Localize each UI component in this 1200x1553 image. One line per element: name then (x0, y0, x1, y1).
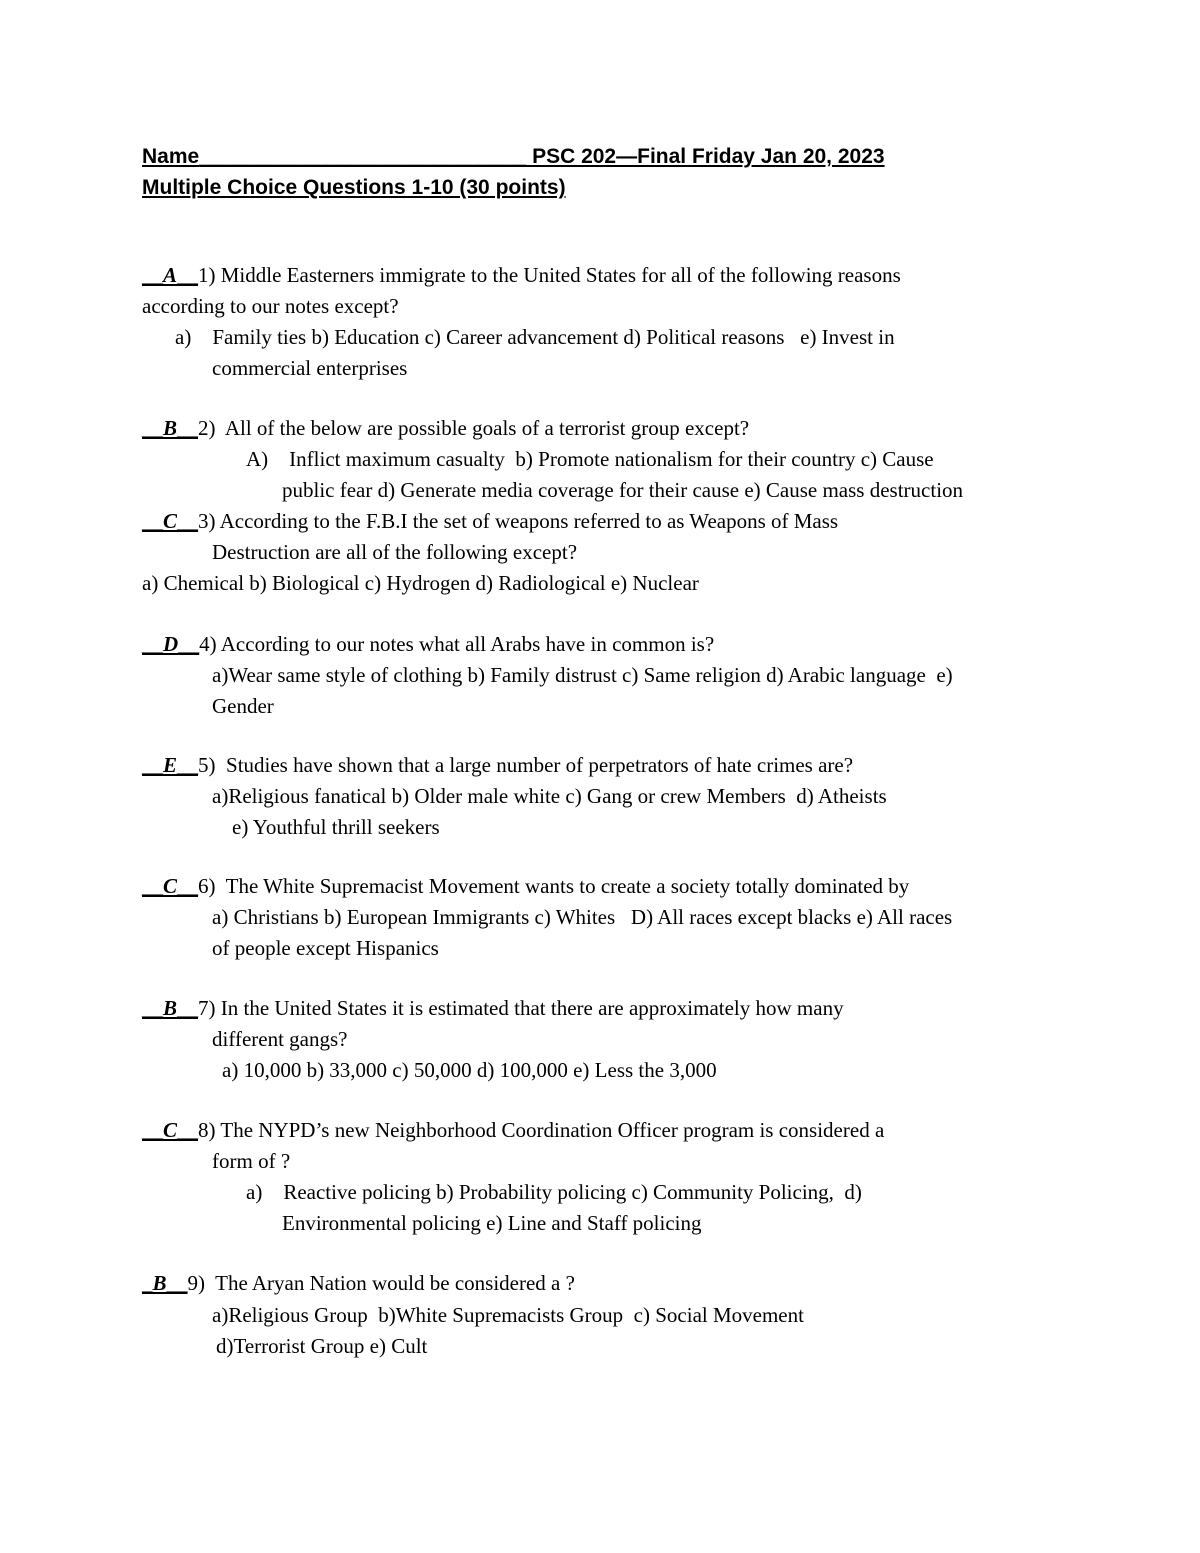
question-stem: 3) According to the F.B.I the set of weapons referred to as Weapons of Mass (198, 509, 839, 533)
answer-letter: B (163, 996, 178, 1020)
question-2-options-cont: public fear d) Generate media coverage for their cause e) Cause mass destruction (282, 478, 964, 502)
answer-blank: __B__ (142, 996, 199, 1020)
name-label: Name (142, 145, 200, 168)
question-9-options: a)Religious Group b)White Supremacists Group c) Social Movement (212, 1303, 804, 1327)
answer-letter: D (163, 632, 179, 656)
question-1-line: according to our notes except? (142, 294, 399, 318)
answer-blank: __A__ (142, 263, 199, 287)
question-8-options: a) Reactive policing b) Probability policing c) Community Policing, d) (246, 1180, 862, 1204)
question-4-stem-line (142, 631, 714, 657)
question-4-options: a)Wear same style of clothing b) Family distrust c) Same religion d) Arabic language e) (212, 663, 953, 687)
question-1-options: a) Family ties b) Education c) Career advancement d) Political reasons e) Invest in (175, 325, 895, 349)
question-2-stem-line (142, 415, 749, 441)
question-1-stem-line (142, 262, 901, 288)
question-3-stem-line (142, 508, 838, 534)
answer-letter: E (163, 753, 178, 777)
question-stem: 1) Middle Easterners immigrate to the United States for all of the following reasons (198, 263, 901, 287)
answer-blank: __D__ (142, 632, 200, 656)
question-stem: 2) All of the below are possible goals of a terrorist group except? (198, 416, 750, 440)
question-stem: 6) The White Supremacist Movement wants to create a society totally dominated by (198, 874, 910, 898)
name-blank: ____________________________ (199, 145, 533, 168)
answer-letter: B (163, 416, 178, 440)
question-9-stem-line (142, 1270, 575, 1296)
question-stem: 7) In the United States it is estimated that there are approximately how many (198, 996, 844, 1020)
question-9-options-cont: d)Terrorist Group e) Cult (216, 1334, 428, 1358)
question-stem: 4) According to our notes what all Arabs have in common is? (199, 632, 715, 656)
answer-letter: B (152, 1271, 167, 1295)
course-title: PSC 202—Final Friday Jan 20, 2023 (532, 145, 885, 168)
question-6-stem-line (142, 873, 909, 899)
question-stem: 8) The NYPD’s new Neighborhood Coordination Officer program is considered a (198, 1118, 885, 1142)
question-7-options: a) 10,000 b) 33,000 c) 50,000 d) 100,000 e) Less the 3,000 (222, 1058, 717, 1082)
question-2-options: A) Inflict maximum casualty b) Promote nationalism for their country c) Cause (246, 447, 934, 471)
question-6-options: a) Christians b) European Immigrants c) Whites D) All races except blacks e) All races (212, 905, 953, 929)
answer-blank: __C__ (142, 874, 199, 898)
answer-letter: A (163, 263, 178, 287)
name-line (142, 144, 885, 170)
question-7-stem-line (142, 995, 844, 1021)
question-stem: 5) Studies have shown that a large number of perpetrators of hate crimes are? (198, 753, 854, 777)
question-stem: 9) The Aryan Nation would be considered a ? (187, 1271, 575, 1295)
answer-blank: _B__ (142, 1271, 188, 1295)
question-3-options: a) Chemical b) Biological c) Hydrogen d) Radiological e) Nuclear (142, 571, 699, 595)
question-5-options: a)Religious fanatical b) Older male white c) Gang or crew Members d) Atheists (212, 784, 887, 808)
question-8-line: form of ? (212, 1149, 291, 1173)
question-4-options-cont: Gender (212, 694, 274, 718)
question-5-stem-line (142, 752, 853, 778)
question-6-options-cont: of people except Hispanics (212, 936, 439, 960)
section-title: Multiple Choice Questions 1-10 (30 points) (142, 176, 566, 199)
question-5-options-cont: e) Youthful thrill seekers (232, 815, 440, 839)
answer-blank: __C__ (142, 509, 199, 533)
answer-blank: __B__ (142, 416, 199, 440)
question-8-stem-line (142, 1117, 884, 1143)
answer-letter: C (163, 1118, 178, 1142)
answer-letter: C (163, 509, 178, 533)
answer-blank: __E__ (142, 753, 199, 777)
question-3-line: Destruction are all of the following except? (212, 540, 578, 564)
question-1-options-cont: commercial enterprises (212, 356, 408, 380)
question-7-line: different gangs? (212, 1027, 348, 1051)
question-8-options-cont: Environmental policing e) Line and Staff policing (282, 1211, 702, 1235)
answer-letter: C (163, 874, 178, 898)
answer-blank: __C__ (142, 1118, 199, 1142)
